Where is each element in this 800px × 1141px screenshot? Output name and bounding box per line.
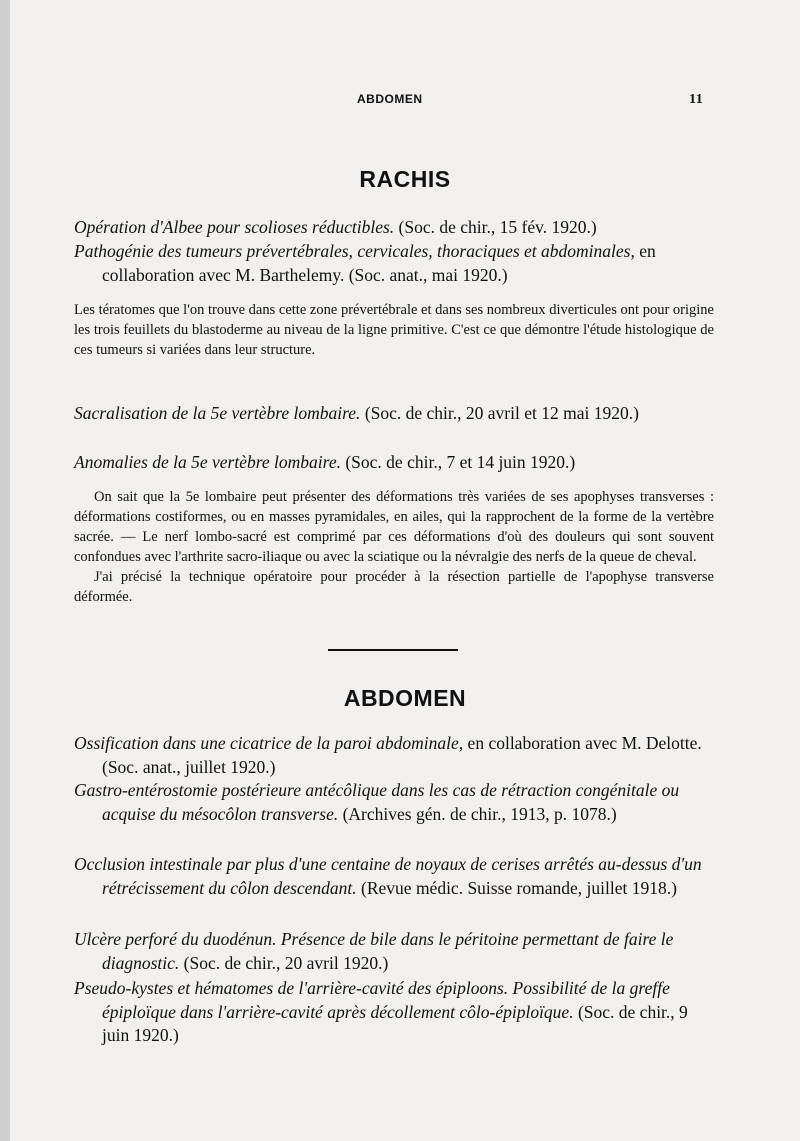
- bibliography-entry: [74, 928, 714, 975]
- entry-reference: (Revue médic. Suisse romande, juillet 1918.): [356, 877, 677, 898]
- page-number: 11: [689, 92, 704, 107]
- section-heading-rachis: RACHIS: [359, 166, 451, 192]
- entry-title: Pathogénie des tumeurs prévertébrales, cervicales, thoraciques et abdominales,: [74, 241, 635, 261]
- summary-text: On sait que la 5e lombaire peut présenter des déformations très variées de ses apophyses transverses : déformations costiformes, ou en masses pyramidales, en ailes, qui la rapprochent de la forme de la vertèbre sacrée. — Le nerf lombo-sacré est comprimé par ces déformations d'où des douleurs qui sont souvent confondues avec l'arthrite sacro-iliaque ou avec la sciatique ou la névralgie des nerfs de la queue de cheval.: [74, 489, 714, 565]
- running-head-title: ABDOMEN: [357, 92, 423, 106]
- bibliography-entry: [74, 451, 714, 475]
- entry-reference: (Soc. de chir., 15 fév. 1920.): [394, 217, 597, 237]
- bibliography-entry: [74, 402, 714, 426]
- entry-reference: en collaboration avec M. Delotte. (Soc. anat., juillet 1920.): [102, 733, 702, 777]
- summary-paragraph: [74, 300, 714, 360]
- bibliography-entry: [74, 216, 714, 240]
- bibliography-entry: [74, 977, 714, 1048]
- summary-paragraph: [74, 487, 714, 607]
- entry-title: Ulcère perforé du duodénun. Présence de bile dans le péritoine permettant de faire le diagnostic.: [74, 929, 674, 973]
- entry-title: Occlusion intestinale par plus d'une centaine de noyaux de cerises arrêtés au-dessus d'un rétrécissement du côlon descendant.: [74, 854, 702, 898]
- book-page: [10, 0, 800, 1141]
- entry-title: Ossification dans une cicatrice de la paroi abdominale,: [74, 733, 464, 753]
- bibliography-entry: [74, 240, 714, 287]
- bibliography-entry: [74, 853, 714, 900]
- entry-reference: (Archives gén. de chir., 1913, p. 1078.): [338, 803, 617, 824]
- entry-title: Gastro-entérostomie postérieure antécôlique dans les cas de rétraction congénitale ou acquise du mésocôlon transverse.: [74, 780, 680, 824]
- entry-title: Sacralisation de la 5e vertèbre lombaire.: [74, 403, 361, 423]
- section-heading-abdomen: ABDOMEN: [343, 685, 467, 711]
- summary-text: Les tératomes que l'on trouve dans cette zone prévertébrale et dans ses nombreux diverticules ont pour origine les trois feuillets du blastoderme au niveau de la ligne primitive. C'est ce que démontre l'étude histologique de ces tumeurs si variées dans leur structure.: [74, 302, 714, 358]
- bibliography-entry: [74, 779, 714, 826]
- entry-reference: (Soc. de chir., 7 et 14 juin 1920.): [340, 452, 576, 472]
- entry-title: Opération d'Albee pour scolioses réductibles.: [74, 217, 395, 237]
- entry-reference: (Soc. de chir., 9 juin 1920.): [102, 1001, 688, 1045]
- bibliography-entry: [74, 732, 714, 779]
- entry-reference: (Soc. de chir., 20 avril 1920.): [179, 952, 389, 973]
- entry-title: Anomalies de la 5e vertèbre lombaire.: [74, 452, 341, 472]
- entry-reference: en collaboration avec M. Barthelemy. (Soc. anat., mai 1920.): [102, 241, 656, 285]
- entry-reference: (Soc. de chir., 20 avril et 12 mai 1920.): [360, 403, 639, 423]
- summary-text: J'ai précisé la technique opératoire pour procéder à la résection partielle de l'apophyse transverse déformée.: [74, 569, 714, 605]
- entry-title: Pseudo-kystes et hématomes de l'arrière-cavité des épiploons. Possibilité de la greffe épiploïque dans l'arrière-cavité après décollement côlo-épiploïque.: [74, 978, 670, 1022]
- section-divider: [328, 649, 458, 651]
